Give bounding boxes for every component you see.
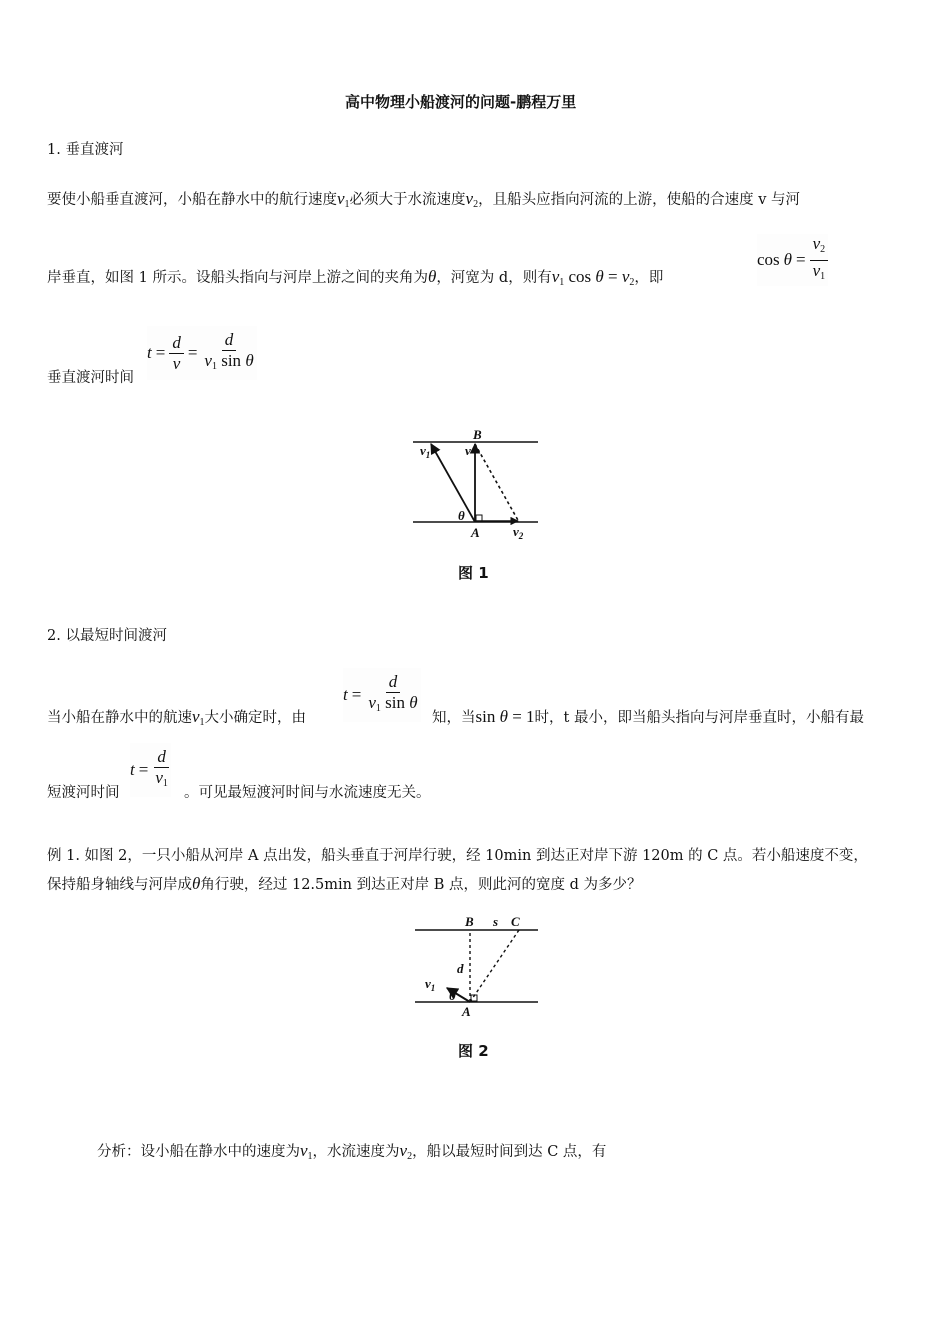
text-run: 必须大于水流速度 — [349, 192, 466, 208]
text-run: ，且船头应指向河流的上游，使船的合速度 v 与河 — [478, 192, 801, 208]
section-1-heading: 1. 垂直渡河 — [47, 142, 124, 158]
dashed-line — [475, 444, 519, 522]
section-2-paragraph-line-1 — [47, 706, 306, 734]
figure-2-diagram — [405, 908, 545, 1020]
text-run: 角行驶，经过 12.5min 到达正对岸 B 点，则此河的宽度 d 为多少？ — [200, 877, 642, 893]
page-title: 高中物理小船渡河的问题-鹏程万里 — [345, 93, 577, 111]
label-v2: $v_2$ — [513, 524, 524, 541]
equals-text: = — [155, 343, 166, 362]
text-run: ，船以最短时间到达 C 点，有 — [412, 1144, 607, 1160]
label-s: s — [493, 914, 499, 929]
label-v: v — [465, 443, 471, 458]
equation-time-general — [343, 668, 421, 722]
fraction-v2-over-v1: $\frac{v_2}{v_1}$ — [810, 235, 829, 286]
label-theta: θ — [458, 508, 465, 523]
text-run: ，河宽为 d，则有 — [436, 270, 552, 286]
equation-v1-cos-theta: $v_1$ $\cos \theta = v_2$ — [551, 267, 635, 288]
text-run: 要使小船垂直渡河，小船在静水中的航行速度 — [47, 192, 337, 208]
theta-text: θ — [783, 250, 793, 269]
cos-text: cos — [757, 250, 780, 269]
t-text: t — [343, 685, 348, 704]
label-B: B — [465, 914, 474, 929]
theta-symbol: θ — [427, 267, 437, 286]
figure-2-caption: 图 2 — [458, 1042, 489, 1060]
equation-crossing-time — [147, 326, 257, 380]
text-run: 短渡河时间 — [47, 785, 120, 801]
right-angle-mark — [476, 515, 482, 521]
fraction-d-over-v1: $\frac{d}{v_1}$ — [155, 746, 168, 789]
section-2-heading: 2. 以最短时间渡河 — [47, 628, 167, 644]
v2-symbol: $v_2$ — [465, 189, 479, 210]
t-text: t — [147, 343, 152, 362]
v2-symbol: $v_2$ — [399, 1141, 413, 1162]
figure-1-diagram — [405, 420, 545, 545]
label-C: C — [511, 914, 520, 929]
section-1-paragraph-line-2 — [47, 264, 663, 296]
section-2-paragraph-line-2 — [47, 781, 120, 802]
equals-text: = — [351, 685, 362, 704]
t-text: t — [130, 760, 135, 779]
example-line-1: 例 1. 如图 2，一只小船从河岸 A 点出发，船头垂直于河岸行驶，经 10min 到达正对岸下游 120m 的 C 点。若小船速度不变， — [47, 848, 868, 864]
text-run: ，水流速度为 — [312, 1144, 400, 1160]
label-theta: θ — [449, 988, 456, 1003]
v1-symbol: $v_1$ — [337, 189, 350, 210]
equation-min-time — [130, 743, 171, 797]
text-run: 当小船在静水中的航速 — [47, 710, 192, 726]
equation-sin-theta-equals-1: sin θ = 1 — [475, 707, 535, 726]
label-v1: $v_1$ — [425, 976, 436, 993]
section-2-paragraph-line-1b — [432, 706, 864, 729]
equation-cos-theta — [757, 234, 828, 286]
fraction-d-over-v1-sin-theta: $\frac{d}{v_1 \sin \theta}$ — [368, 671, 418, 714]
text-run: 大小确定时，由 — [204, 710, 307, 726]
text-run: ，即 — [634, 270, 664, 286]
text-run: 时，t 最小，即当船头指向与河岸垂直时，小船有最 — [534, 710, 864, 726]
v1-symbol: $v_1$ — [300, 1141, 313, 1162]
analysis-line — [97, 1140, 606, 1168]
equals-text: = — [187, 343, 198, 362]
equals-text: = — [796, 250, 806, 269]
label-A: A — [471, 525, 480, 540]
text-run: 分析：设小船在静水中的速度为 — [97, 1144, 300, 1160]
text-run: 岸垂直，如图 1 所示。设船头指向与河岸上游之间的夹角为 — [47, 270, 428, 286]
section-2-paragraph-line-2b: 。可见最短渡河时间与水流速度无关。 — [184, 785, 431, 801]
label-d: d — [457, 961, 464, 976]
example-line-2 — [47, 873, 641, 896]
v1-symbol: $v_1$ — [192, 707, 205, 728]
equals-text: = — [138, 760, 149, 779]
label-A: A — [462, 1004, 471, 1019]
fraction-d-over-v: $\frac{d}{v}$ — [169, 334, 184, 373]
fraction-d-over-v1-sin-theta: $\frac{d}{v_1 \sin \theta}$ — [204, 329, 254, 372]
label-v1: $v_1$ — [420, 443, 431, 460]
section-1-paragraph-line-3: 垂直渡河时间 — [47, 370, 134, 386]
theta-symbol: θ — [192, 874, 201, 893]
text-run: 知，当 — [432, 710, 476, 726]
label-B: B — [473, 427, 482, 442]
text-run: 保持船身轴线与河岸成 — [47, 877, 192, 893]
figure-1-caption: 图 1 — [458, 564, 489, 582]
section-1-paragraph-line-1 — [47, 186, 800, 218]
path-to-C-line — [470, 930, 519, 1002]
